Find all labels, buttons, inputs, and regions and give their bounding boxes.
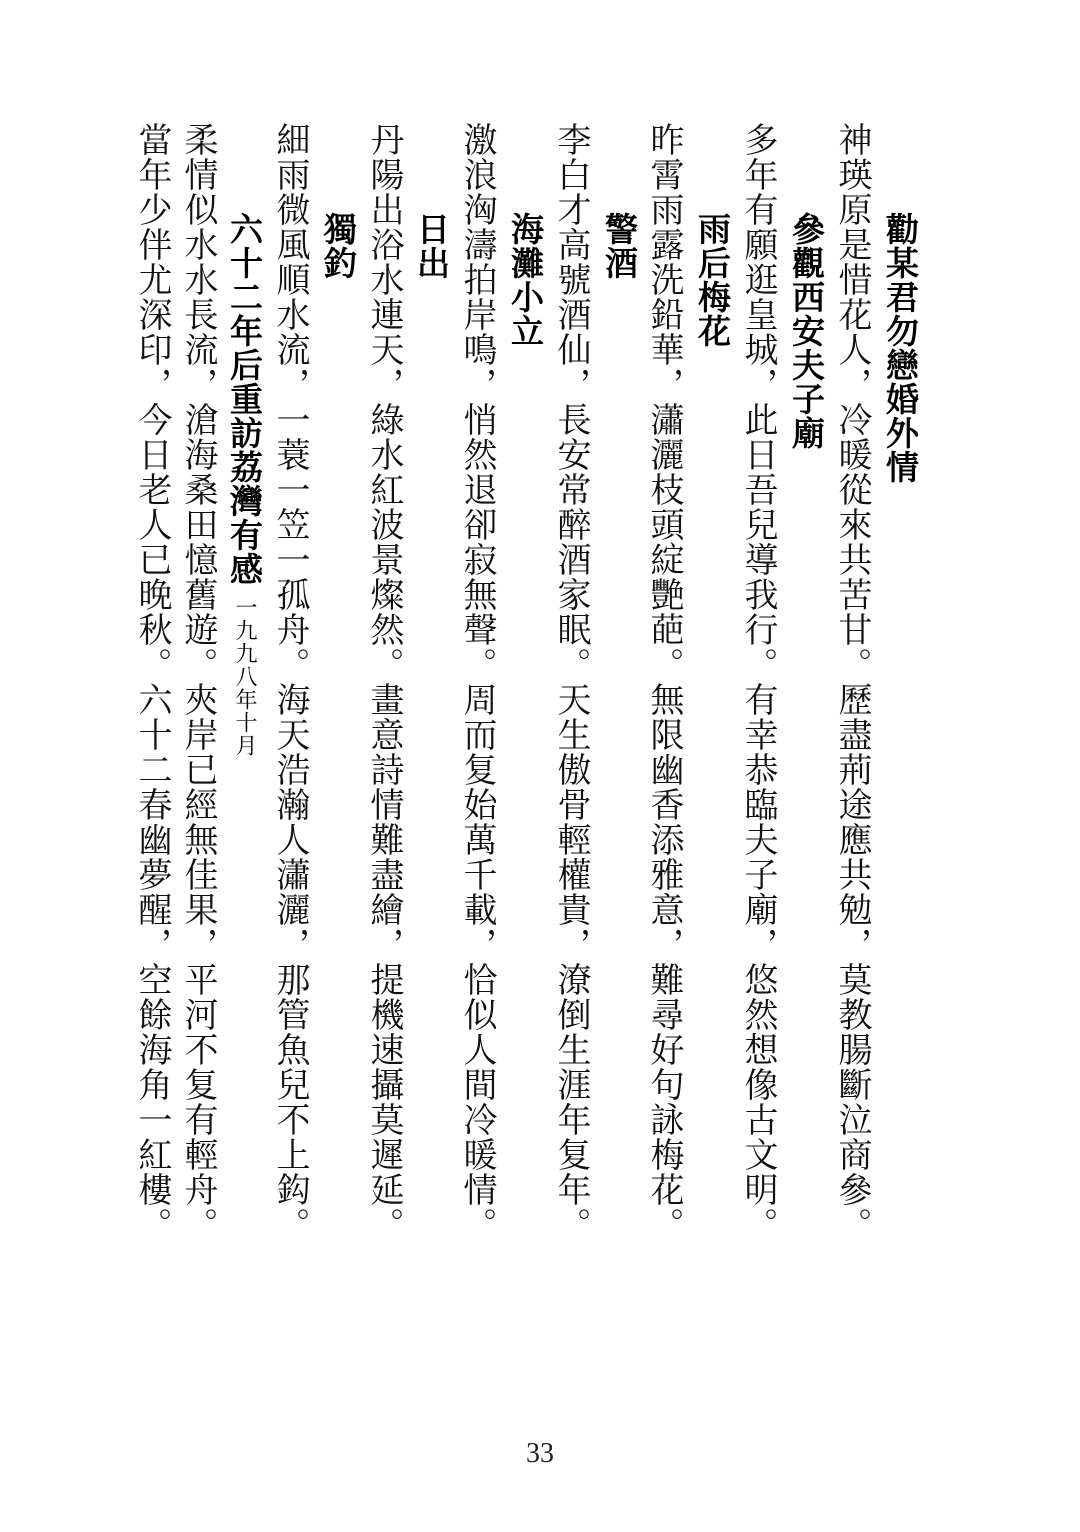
page-number: 33 [526, 1438, 554, 1469]
poem-title-text: 六十二年后重訪荔灣有感 [225, 212, 264, 586]
poem-line: 李白才高號酒仙，長安常醉酒家眠。天生傲骨輕權貴，潦倒生涯年复年。 [551, 122, 591, 1242]
poem-title: 日出 [412, 212, 451, 280]
poem-date: 一九九八年十月 [232, 596, 257, 757]
poem-title: 參觀西安夫子廟 [787, 212, 826, 450]
poem-line: 激浪洶濤拍岸鳴，悄然退卻寂無聲。周而复始萬千載，恰似人間冷暖情。 [457, 122, 497, 1242]
poem-title: 雨后梅花 [693, 212, 732, 348]
poem-line: 丹陽出浴水連天，綠水紅波景燦然。畫意詩情難盡繪，提機速攝莫遲延。 [364, 122, 404, 1242]
poem-line: 柔情似水水長流，滄海桑田憶舊遊。夾岸已經無佳果，平河不复有輕舟。 [178, 122, 218, 1242]
poem-line: 當年少伴尤深印，今日老人已晚秋。六十二春幽夢醒，空餘海角一紅樓。 [132, 122, 172, 1242]
poem-line: 細雨微風順水流，一蓑一笠一孤舟。海天浩瀚人瀟灑，那管魚兒不上鈎。 [270, 122, 310, 1242]
poem-title: 海灘小立 [506, 212, 545, 348]
poem-title: 獨釣 [319, 212, 358, 280]
poem-title: 警酒 [600, 212, 639, 280]
poem-title: 勸某君勿戀婚外情 [881, 212, 920, 484]
poem-title-with-date [222, 212, 266, 757]
poem-line: 多年有願逛皇城，此日吾兒導我行。有幸恭臨夫子廟，悠然想像古文明。 [738, 122, 778, 1242]
poem-line: 昨霄雨露洗鉛華，瀟灑枝頭綻艷葩。無限幽香添雅意，難尋好句詠梅花。 [644, 122, 684, 1242]
poem-line: 神瑛原是惜花人，冷暖從來共苦甘。歷盡荊途應共勉，莫教腸斷泣商參。 [832, 122, 872, 1242]
